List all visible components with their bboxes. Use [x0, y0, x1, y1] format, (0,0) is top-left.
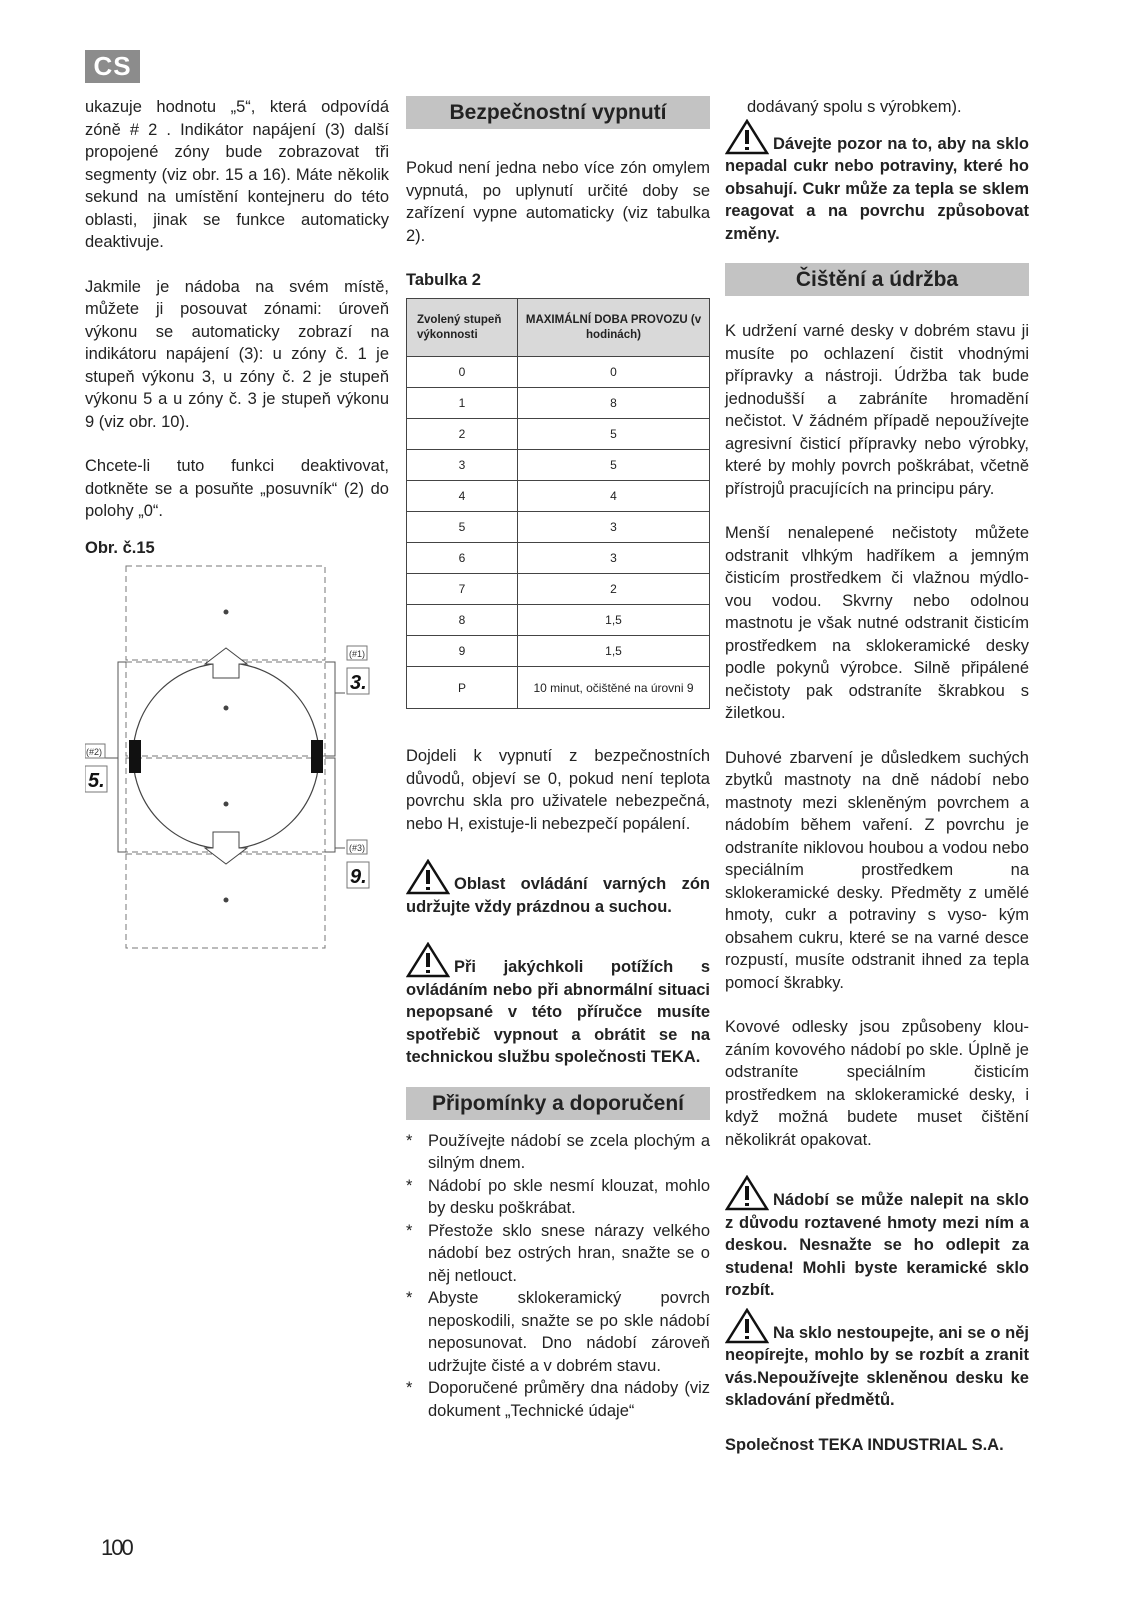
- paragraph: ukazuje hodnotu „5“, která odpovídá zóně # 2 . Indikátor napájení (3) další propojené zóny bude zobrazovat tři segmenty (viz obr. 15 a 16). Máte několik sekund na umístění kontejneru do této oblasti, jinak se funkce automaticky deaktivuje.: [85, 98, 389, 251]
- list-item: * Doporučené průměry dna nádoby (viz dokument „Technické údaje“: [406, 1377, 710, 1422]
- zone-label-3: (#3): [349, 842, 366, 853]
- paragraph: Kovové odlesky jsou způsobeny klou- záním kovového nádobí po skle. Úplně je odstraníte speciálním čisticím prostředkem na sklokeramické desky, i když možná budete muset čištění několikrát opakovat.: [725, 1018, 1029, 1149]
- table-row: [407, 543, 710, 574]
- cooktop-zones-diagram: [85, 558, 385, 968]
- table-cell: 4: [407, 481, 518, 512]
- table-cell: 1: [407, 388, 518, 419]
- bracket-line: [325, 662, 335, 756]
- arrow-up-icon: [205, 648, 247, 678]
- list-item: * Nádobí po skle nesmí klouzat, mohlo by desku poškrábat.: [406, 1175, 710, 1220]
- table-row: [407, 605, 710, 636]
- list-item: * Používejte nádobí se zcela plochým a silným dnem.: [406, 1130, 710, 1175]
- paragraph: dodávaný spolu s výrobkem).: [747, 98, 962, 116]
- table-cell: P: [407, 667, 518, 709]
- table-row: [407, 388, 710, 419]
- paragraph: Chcete-li tuto funkci deaktivovat, dotkněte se a posuňte „posuvník“ (2) do polohy „0“.: [85, 457, 389, 520]
- table-cell: 0: [518, 357, 710, 388]
- warning-text: Nádobí se může nalepit na sklo z důvodu roztavené hmoty mezi ním a deskou. Nesnažte se ho odlepit za studena! Mohli byste keramické sklo rozbít.: [725, 1191, 1029, 1299]
- column-middle: [406, 96, 710, 1422]
- table-cell: 9: [407, 636, 518, 667]
- bracket-line: [118, 662, 126, 852]
- section-heading: Připomínky a doporučení: [406, 1087, 710, 1120]
- notes-list: [406, 1130, 710, 1423]
- table-row: [407, 450, 710, 481]
- zone-dot: [224, 609, 229, 614]
- language-badge: CS: [85, 50, 140, 83]
- table-cell: 5: [518, 419, 710, 450]
- zone-dot: [224, 801, 229, 806]
- table-cell: 5: [407, 512, 518, 543]
- column-left: [85, 96, 389, 968]
- zone-label-1: (#1): [349, 648, 366, 659]
- table-cell: 5: [518, 450, 710, 481]
- list-item: * Přestože sklo snese nárazy velkého nádobí bez ostrých hran, snažte se o něj netlouct.: [406, 1220, 710, 1288]
- paragraph: Jakmile je nádoba na svém místě, můžete ji posouvat zónami: úroveň výkonu se automaticky zobrazí na indikátoru napájení (3): u zóny č. 1 je stupeň výkonu 3, u zóny č. 2 je stupeň výkonu 5 a u zóny č. 3 je stupeň výkonu 9 (viz obr. 10).: [85, 277, 389, 431]
- section-heading: Bezpečnostní vypnutí: [406, 96, 710, 129]
- paragraph: Pokud není jedna nebo více zón omylem vypnutá, po uplynutí určité doby se zařízení vypne automaticky (viz tabulka 2).: [406, 159, 710, 245]
- warning-text: Dávejte pozor na to, aby na sklo nepadal cukr nebo potraviny, které ho obsahují. Cukr může za tepla se sklem reagovat a na povrchu způsobovat změny.: [725, 134, 1029, 243]
- zone-dot: [224, 897, 229, 902]
- warning-triangle-icon: [406, 942, 450, 978]
- table-title: Tabulka 2: [406, 271, 481, 289]
- warning-note: [725, 1175, 1029, 1302]
- warning-note: [406, 942, 710, 1069]
- warning-triangle-icon: [725, 1175, 769, 1211]
- warning-text: Oblast ovládání varných zón udržujte vždy prázdnou a suchou.: [406, 875, 710, 916]
- table-cell: 3: [407, 450, 518, 481]
- table-cell: 7: [407, 574, 518, 605]
- table-header-cell: Zvolený stupeň výkonnosti: [407, 299, 518, 357]
- section-heading: Čištění a údržba: [725, 263, 1029, 296]
- table-cell: 2: [518, 574, 710, 605]
- table-row: [407, 512, 710, 543]
- page-number: 100: [101, 1535, 132, 1560]
- table-cell: 3: [518, 512, 710, 543]
- warning-note: [725, 119, 1029, 246]
- warning-text: Na sklo nestoupejte, ani se o něj neopírejte, mohlo by se rozbít a zranit vás.Nepoužívejte skleněnou desku ke skladování předmětů.: [725, 1323, 1029, 1409]
- paragraph: Dojdeli k vypnutí z bezpečnostních důvodů, objeví se 0, pokud není teplota povrchu skla pro uživatele nebezpečná, nebo H, existuje-li nebezpečí popálení.: [406, 747, 710, 833]
- power-display-3: 9.: [350, 865, 367, 888]
- table-cell: 1,5: [518, 605, 710, 636]
- table-cell: 6: [407, 543, 518, 574]
- zone-dot: [224, 705, 229, 710]
- table-row: [407, 574, 710, 605]
- pot-handle: [311, 740, 323, 773]
- paragraph: K udržení varné desky v dobrém stavu ji musíte po ochlazení čistit vhodnými přípravky a nástroji. Údržba tak bude jednodušší a zabráníte hromadění nečistot. V žádném případě nepoužívejte agresivní čisticí přípravky nebo výrobky, které by mohly povrch poškrábat, včetně přístrojů pracujících na principu páry.: [725, 322, 1029, 498]
- warning-note: [725, 1308, 1029, 1412]
- power-display-2: 5.: [88, 769, 105, 792]
- warning-triangle-icon: [406, 859, 450, 895]
- warning-note: [406, 859, 710, 918]
- bracket-line: [325, 758, 335, 852]
- table-row: [407, 667, 710, 709]
- warning-triangle-icon: [725, 119, 769, 155]
- paragraph: Duhové zbarvení je důsledkem suchých zbytků mastnoty na dně nádobí nebo mastnoty mezi skleněným povrchem a nádobím během vaření. Z povrchu je odstraníte niklovou houbou a vodou nebo speciálním prostředkem na sklokeramické desky. Předměty z umělé hmoty, cukr a potraviny s vyso- kým obsahem cukru, které se na varné desce rozpustí, musíte odstranit ihned za tepla pomocí škrabky.: [725, 748, 1029, 992]
- table-row: [407, 481, 710, 512]
- power-display-1: 3.: [350, 671, 367, 694]
- zone-label-2: (#2): [86, 746, 103, 757]
- figure-title: Obr. č.15: [85, 538, 155, 557]
- table-header-cell: MAXIMÁLNÍ DOBA PROVOZU (v hodinách): [518, 299, 710, 357]
- table-cell: 2: [407, 419, 518, 450]
- company-signature: Společnost TEKA INDUSTRIAL S.A.: [725, 1435, 1004, 1454]
- table-cell: 4: [518, 481, 710, 512]
- table-row: [407, 419, 710, 450]
- list-item: * Abyste sklokeramický povrch neposkodili, snažte se po skle nádobí neposunovat. Dno nádobí zároveň udržujte čisté a v dobrém stavu.: [406, 1287, 710, 1377]
- warning-text: Při jakýchkoli potížích s ovládáním nebo při abnormální situaci nepopsané v této příručce musíte spotřebič vypnout a obrátit se na technickou službu společnosti TEKA.: [406, 958, 710, 1066]
- figure-15: [85, 558, 385, 968]
- table-cell: 8: [407, 605, 518, 636]
- table-cell: 0: [407, 357, 518, 388]
- warning-triangle-icon: [725, 1308, 769, 1344]
- column-right: [725, 96, 1029, 1456]
- table-2: [406, 298, 710, 709]
- table-row: [407, 636, 710, 667]
- table-cell: 10 minut, očištěné na úrovni 9: [518, 667, 710, 709]
- table-row: [407, 357, 710, 388]
- table-cell: 3: [518, 543, 710, 574]
- pot-handle: [129, 740, 141, 773]
- table-cell: 1,5: [518, 636, 710, 667]
- table-cell: 8: [518, 388, 710, 419]
- paragraph: Menší nenalepené nečistoty můžete odstranit vlhkým hadříkem a jemným čisticím prostředkem či vlažnou mýdlo- vou vodou. Skvrny nebo odolnou mastnotu je však nutné odstranit čisticím prostředkem na sklokeramické desky podle pokynů výrobce. Silně připálené nečistoty pak odstraníte škrabkou s žiletkou.: [725, 524, 1029, 722]
- arrow-down-icon: [205, 832, 247, 864]
